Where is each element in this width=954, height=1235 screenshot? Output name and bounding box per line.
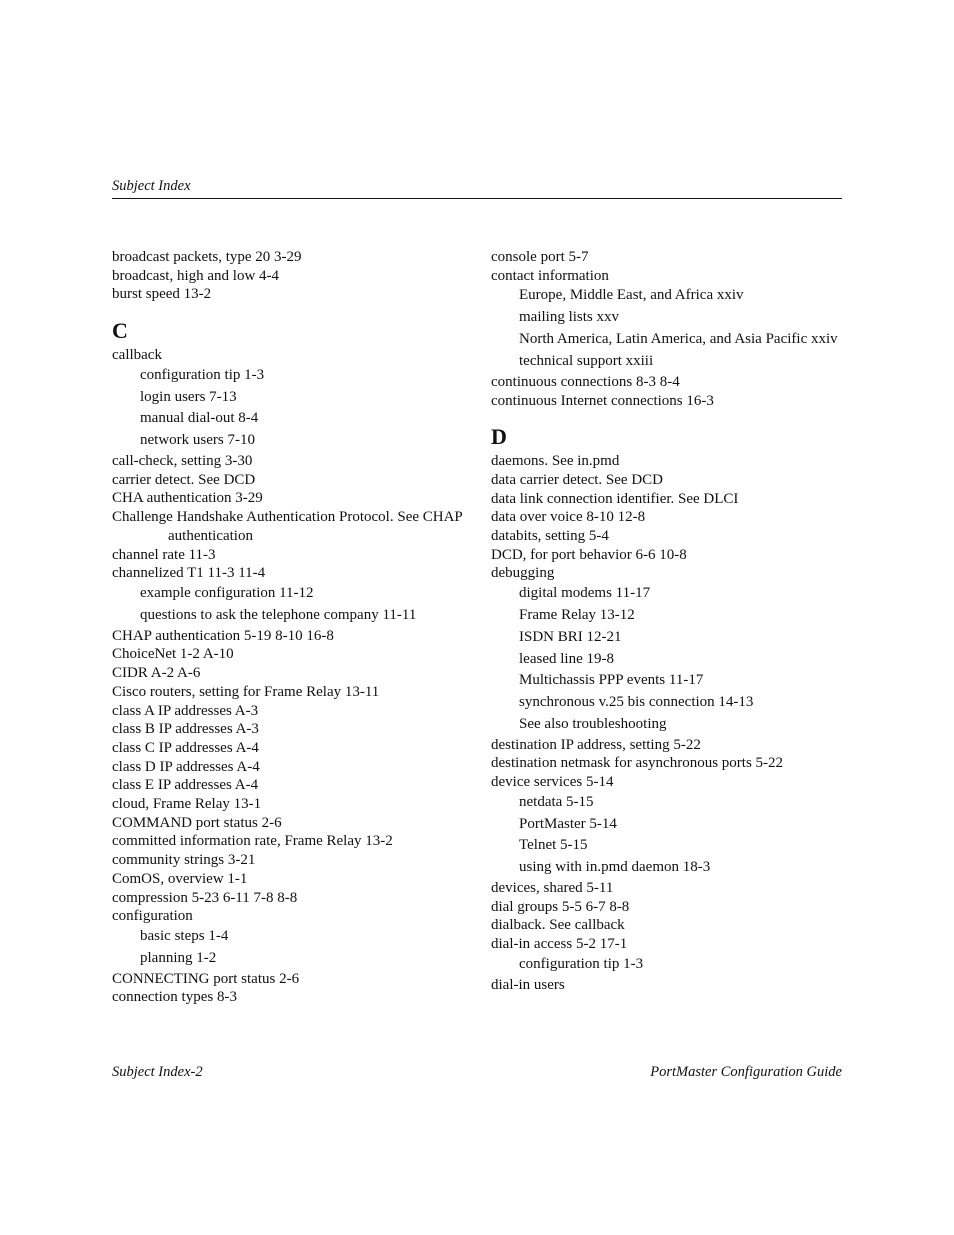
index-subentry: technical support xxiii <box>519 353 654 369</box>
index-entry: dial-in access 5-2 17-1 <box>491 936 628 953</box>
index-entry: call-check, setting 3-30 <box>112 453 253 469</box>
index-entry: data link connection identifier. See DLCI <box>491 490 739 507</box>
index-entry: connection types 8-3 <box>112 989 237 1006</box>
index-subentry: North America, Latin America, and Asia Pacific xxiv <box>519 331 838 347</box>
index-subentry: Frame Relay 13-12 <box>519 606 635 623</box>
index-entry: destination IP address, setting 5-22 <box>491 736 701 753</box>
index-subentry: configuration tip 1-3 <box>519 955 644 972</box>
index-entry: class E IP addresses A-4 <box>112 777 259 794</box>
section-letter: C <box>112 318 128 344</box>
section-letter: D <box>491 424 507 450</box>
index-entry: COMMAND port status 2-6 <box>112 814 282 831</box>
index-entry: community strings 3-21 <box>112 852 256 869</box>
index-entry: devices, shared 5-11 <box>491 880 614 896</box>
index-entry: dial-in users <box>491 976 565 993</box>
index-subentry: manual dial-out 8-4 <box>140 410 259 427</box>
index-entry: burst speed 13-2 <box>112 286 212 303</box>
index-entry: cloud, Frame Relay 13-1 <box>112 796 262 813</box>
index-entry: ChoiceNet 1-2 A-10 <box>112 646 234 663</box>
index-entry: broadcast packets, type 20 3-29 <box>112 249 302 265</box>
index-subentry: Europe, Middle East, and Africa xxiv <box>519 287 744 304</box>
index-entry: channel rate 11-3 <box>112 546 216 563</box>
index-entry: dial groups 5-5 6-7 8-8 <box>491 898 630 915</box>
index-subentry: mailing lists xxv <box>519 309 620 326</box>
index-subentry: network users 7-10 <box>140 432 255 449</box>
index-entry: carrier detect. See DCD <box>112 471 256 488</box>
page-number: Subject Index-2 <box>112 1064 203 1080</box>
index-entry: compression 5-23 6-11 7-8 8-8 <box>112 889 298 906</box>
index-entry: class B IP addresses A-3 <box>112 721 259 738</box>
index-column-right <box>491 248 851 994</box>
index-subentry: ISDN BRI 12-21 <box>519 628 622 645</box>
index-subentry: leased line 19-8 <box>519 650 614 667</box>
index-entry: DCD, for port behavior 6-6 10-8 <box>491 546 687 563</box>
index-subentry: netdata 5-15 <box>519 793 594 810</box>
index-entry: debugging <box>491 565 555 582</box>
index-subentry: planning 1-2 <box>140 949 217 966</box>
index-entry: CHAP authentication 5-19 8-10 16-8 <box>112 627 334 644</box>
index-entry: CHA authentication 3-29 <box>112 490 263 507</box>
index-entry: databits, setting 5-4 <box>491 528 609 545</box>
index-column-left <box>112 248 472 1007</box>
index-entry: committed information rate, Frame Relay 13-2 <box>112 833 393 850</box>
index-entry: data over voice 8-10 12-8 <box>491 509 646 526</box>
book-title: PortMaster Configuration Guide <box>650 1064 842 1080</box>
index-entry: class A IP addresses A-3 <box>112 702 259 719</box>
index-entry: ComOS, overview 1-1 <box>112 870 248 887</box>
index-subentry: synchronous v.25 bis connection 14-13 <box>519 694 754 711</box>
index-entry: callback <box>112 347 162 364</box>
index-entry: console port 5-7 <box>491 249 589 265</box>
index-entry: Cisco routers, setting for Frame Relay 13-11 <box>112 683 380 700</box>
index-entry: CONNECTING port status 2-6 <box>112 970 300 987</box>
index-subentry: Telnet 5-15 <box>519 837 588 854</box>
index-entry: daemons. See in.pmd <box>491 453 620 470</box>
index-entry: device services 5-14 <box>491 774 614 791</box>
index-entry: contact information <box>491 267 609 284</box>
index-entry: continuous connections 8-3 8-4 <box>491 373 680 390</box>
index-subentry: configuration tip 1-3 <box>140 366 265 383</box>
index-subentry: See also troubleshooting <box>519 715 667 732</box>
index-entry: configuration <box>112 908 193 925</box>
index-entry: class C IP addresses A-4 <box>112 739 259 756</box>
running-head: Subject Index <box>112 178 191 194</box>
index-entry: data carrier detect. See DCD <box>491 471 663 488</box>
index-subentry: basic steps 1-4 <box>140 927 229 944</box>
index-entry: channelized T1 11-3 11-4 <box>112 565 266 582</box>
index-entry: destination netmask for asynchronous ports 5-22 <box>491 755 784 772</box>
index-subentry: Multichassis PPP events 11-17 <box>519 672 704 689</box>
index-entry: broadcast, high and low 4-4 <box>112 267 280 284</box>
header-rule <box>112 198 842 199</box>
index-entry: dialback. See callback <box>491 917 625 934</box>
index-subentry: questions to ask the telephone company 11-11 <box>140 606 417 623</box>
index-subentry: digital modems 11-17 <box>519 585 651 602</box>
index-entry: Challenge Handshake Authentication Protocol. See CHAP authentication <box>112 509 463 544</box>
index-subentry: PortMaster 5-14 <box>519 815 617 832</box>
index-entry: continuous Internet connections 16-3 <box>491 392 714 409</box>
index-subentry: example configuration 11-12 <box>140 584 314 601</box>
index-subentry: using with in.pmd daemon 18-3 <box>519 859 711 876</box>
index-subentry: login users 7-13 <box>140 388 237 405</box>
index-entry: class D IP addresses A-4 <box>112 758 260 775</box>
index-entry: CIDR A-2 A-6 <box>112 665 201 682</box>
